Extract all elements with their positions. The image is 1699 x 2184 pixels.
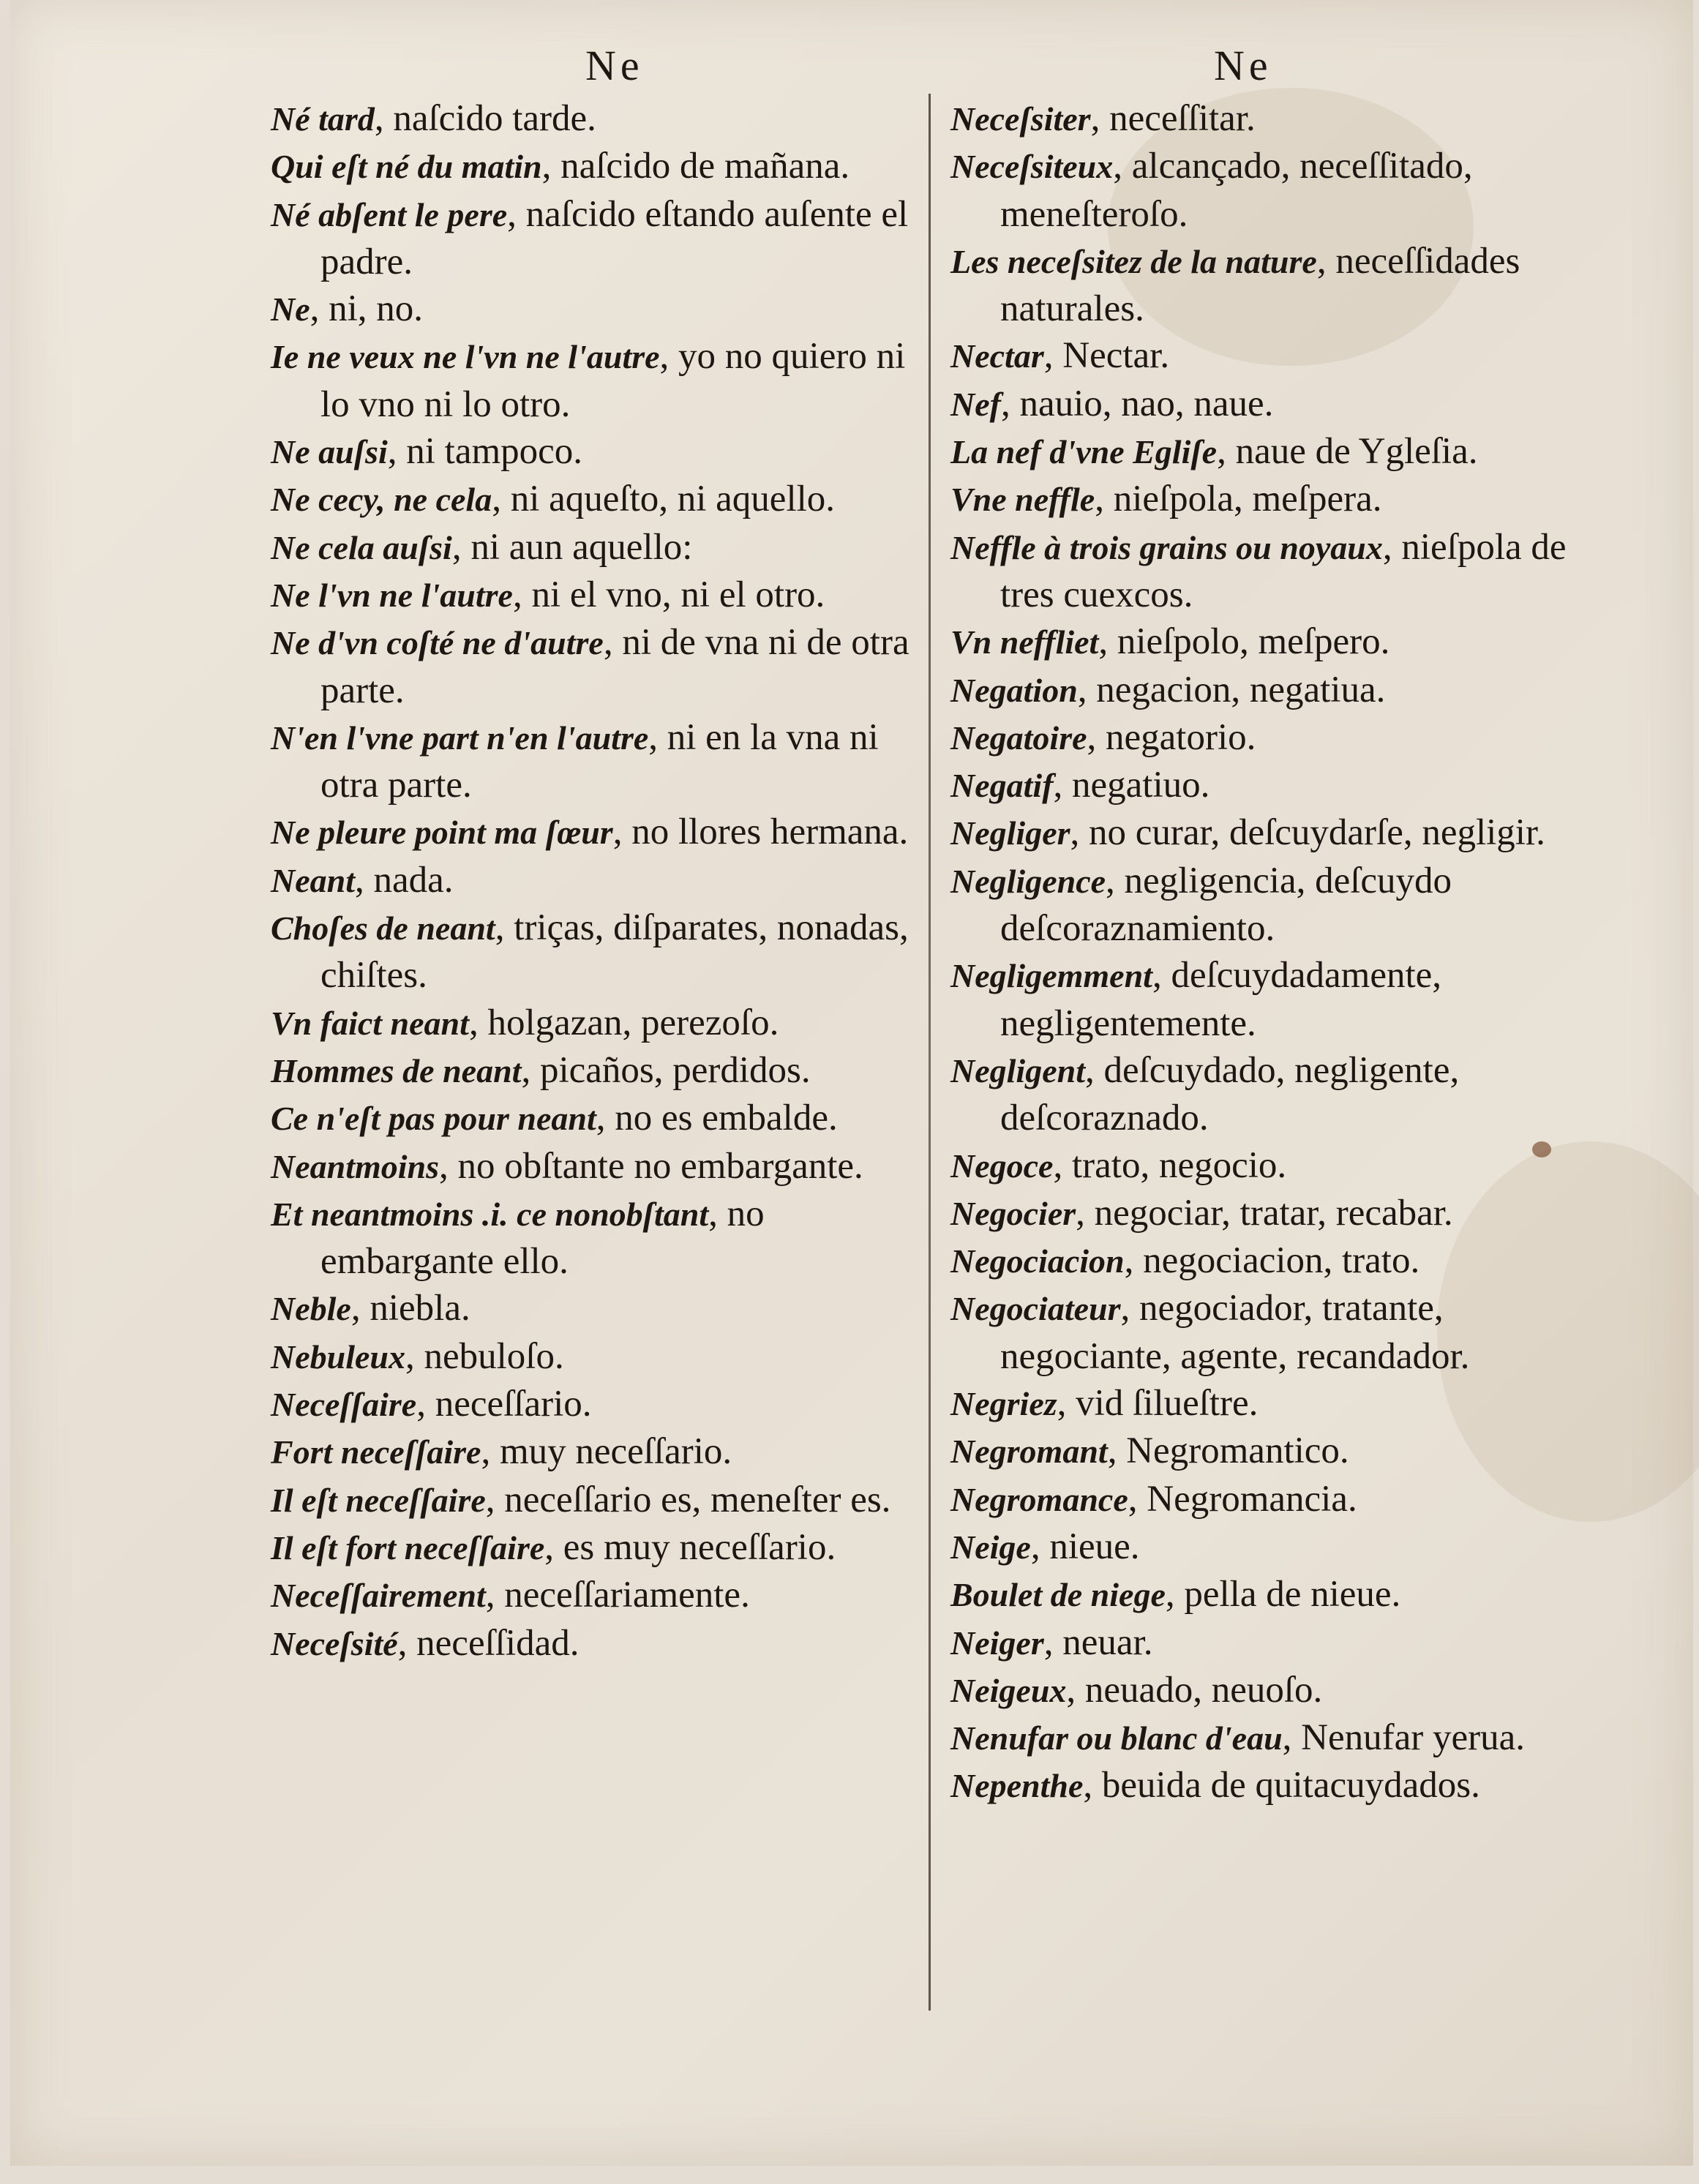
entry-headword: Il eſt neceſſaire [271,1481,486,1519]
entry-translation: , neceſſariamente. [485,1575,750,1616]
dictionary-entry [271,1428,922,1476]
entry-translation: , negacion, negatiua. [1077,669,1386,710]
dictionary-entry [271,714,922,809]
entry-translation: , ni, no. [310,288,424,330]
dictionary-entry [950,858,1609,953]
entry-headword: Neant [271,861,355,899]
dictionary-entry [950,1523,1609,1571]
dictionary-entry [950,1380,1609,1427]
entry-translation: , neuar. [1043,1621,1153,1663]
dictionary-entry [950,143,1609,238]
entry-translation: , pella de nieue. [1165,1574,1401,1616]
entry-headword: Les neceſsitez de la nature [950,242,1317,280]
entry-headword: Nepenthe [950,1767,1084,1805]
dictionary-entry [271,857,922,904]
entry-headword: Neble [271,1290,351,1328]
dictionary-entry [271,476,922,523]
dictionary-entry [950,762,1609,809]
entry-translation: , nieſpola de tres cuexcos. [1000,526,1567,615]
entry-translation: , alcançado, neceſſitado, meneſteroſo. [1000,146,1473,235]
entry-translation: , triças, diſparates, nonadas, chiſtes. [320,907,909,997]
entry-headword: Negromant [950,1433,1108,1471]
entry-translation: , naſcido eſtando auſente el padre. [320,193,909,282]
entry-translation: , nieſpola, meſpera. [1095,479,1382,520]
entry-translation: , Nectar. [1043,335,1170,377]
entry-translation: , negociar, tratar, recabar. [1076,1192,1453,1234]
entry-headword: Neceſſairement [271,1577,486,1615]
entry-headword: Hommes de neant [271,1051,522,1089]
entry-headword: Ie ne veux ne l'vn ne l'autre [271,338,660,376]
book-page [10,0,1693,2166]
left-entries [271,95,922,1667]
dictionary-entry [271,904,922,999]
dictionary-entry [271,1047,922,1095]
dictionary-entry [271,1095,922,1142]
entry-translation: , neceſſidades naturales. [1000,240,1520,330]
entry-translation: , nieue. [1030,1526,1140,1567]
dictionary-entry [271,999,922,1047]
dictionary-entry [950,1142,1609,1190]
entry-headword: Il eſt fort neceſſaire [271,1528,545,1566]
entry-translation: , naue de Ygleſia. [1217,431,1478,473]
entry-translation: , neceſſario es, meneſter es. [485,1479,891,1520]
dictionary-entry [271,428,922,476]
entry-headword: Ne d'vn coſté ne d'autre [271,624,604,662]
entry-translation: , negatorio. [1087,716,1256,758]
dictionary-entry [271,143,922,190]
dictionary-entry [950,1190,1609,1237]
entry-headword: Ne [271,290,310,329]
entry-headword: Né abſent le pere [271,195,508,233]
entry-translation: , ni aun aquello: [451,526,693,568]
entry-translation: , neceſſario. [416,1384,592,1425]
entry-translation: , picaños, perdidos. [521,1049,811,1091]
entry-headword: Nectar [950,337,1044,375]
entry-headword: Negligemment [950,957,1152,995]
dictionary-entry [271,619,922,714]
entry-translation: , naſcido de mañana. [541,146,850,187]
entry-translation: , nieſpolo, meſpero. [1098,621,1390,663]
entry-headword: Negation [950,671,1078,709]
entry-translation: , holgazan, perezoſo. [468,1002,779,1043]
dictionary-entry [950,524,1609,619]
dictionary-entry [950,238,1609,333]
entry-translation: , Negromancia. [1128,1478,1357,1520]
right-column [950,37,1609,1810]
dictionary-entry [271,1381,922,1428]
entry-translation: , Negromantico. [1107,1430,1349,1472]
dictionary-entry [950,332,1609,380]
entry-headword: Et neantmoins .i. ce nonobſtant [271,1195,709,1233]
entry-translation: , ni aqueſto, ni aquello. [492,479,836,520]
right-entries [950,95,1609,1810]
dictionary-entry [950,1619,1609,1667]
entry-headword: Vn neffliet [950,623,1099,661]
dictionary-entry [950,1714,1609,1762]
entry-translation: , deſcuydado, negligente, deſcoraznado. [1000,1049,1460,1139]
dictionary-entry [271,1572,922,1619]
entry-translation: , negociacion, trato. [1124,1240,1420,1282]
dictionary-entry [271,808,922,856]
dictionary-entry [271,1620,922,1667]
dictionary-entry [950,1047,1609,1142]
entry-translation: , neceſſitar. [1090,98,1256,139]
entry-translation: , no curar, deſcuydarſe, negligir. [1070,812,1545,854]
entry-translation: , no es embalde. [596,1097,838,1139]
entry-headword: Neffle à trois grains ou noyaux [950,528,1383,566]
entry-translation: , naſcido tarde. [374,98,596,139]
entry-headword: Negliger [950,814,1070,852]
entry-headword: Boulet de niege [950,1576,1166,1614]
entry-headword: Choſes de neant [271,909,495,947]
left-column [271,37,922,1667]
entry-translation: , no llores hermana. [612,811,909,853]
entry-headword: Vne neffle [950,481,1095,519]
entry-translation: , trato, negocio. [1053,1144,1287,1186]
entry-translation: , Nenufar yerua. [1282,1717,1525,1759]
entry-translation: , ni el vno, ni el otro. [512,574,825,615]
dictionary-entry [271,1524,922,1572]
entry-headword: Negligence [950,862,1106,900]
entry-headword: Nenufar ou blanc d'eau [950,1719,1283,1757]
dictionary-entry [271,1476,922,1524]
entry-translation: , no embargante ello. [320,1193,765,1283]
entry-headword: Negromance [950,1480,1128,1518]
dictionary-entry [950,476,1609,523]
entry-headword: Neantmoins [271,1147,440,1185]
dictionary-entry [950,95,1609,143]
entry-headword: Neceſsiteux [950,148,1114,186]
dictionary-entry [950,1762,1609,1809]
dictionary-entry [271,1143,922,1190]
entry-translation: , deſcuydadamente, negligentemente. [1000,955,1442,1044]
entry-headword: Neigeux [950,1671,1067,1709]
entry-headword: Vn faict neant [271,1004,469,1042]
dictionary-entry [950,1237,1609,1285]
entry-headword: Nef [950,385,1001,423]
dictionary-entry [271,1285,922,1332]
entry-headword: Negoce [950,1147,1054,1185]
left-running-head: Ne [585,42,644,89]
entry-translation: , negatiuo. [1053,765,1210,806]
entry-headword: Negligent [950,1051,1085,1089]
entry-headword: Negociateur [950,1290,1121,1328]
entry-translation: , vid ſilueſtre. [1057,1383,1259,1425]
entry-translation: , yo no quiero ni lo vno ni lo otro. [320,336,906,425]
entry-headword: Ce n'eſt pas pour neant [271,1100,596,1138]
entry-translation: , negociador, tratante, negociante, agente, recandador. [1000,1288,1470,1377]
entry-headword: Neceſsiter [950,100,1091,138]
entry-translation: , nebuloſo. [405,1335,564,1377]
entry-headword: La nef d'vne Egliſe [950,433,1218,471]
entry-headword: Qui eſt né du matin [271,148,542,186]
entry-translation: , niebla. [350,1288,470,1329]
dictionary-entry [950,809,1609,857]
entry-headword: Negriez [950,1385,1057,1423]
entry-headword: Ne cela auſsi [271,528,452,566]
dictionary-entry [950,1285,1609,1380]
entry-headword: Ne pleure point ma ſœur [271,814,613,852]
entry-translation: , negligencia, deſcuydo deſcoraznamiento. [1000,860,1452,950]
dictionary-entry [950,667,1609,714]
dictionary-entry [271,571,922,619]
entry-headword: Ne l'vn ne l'autre [271,576,513,614]
entry-headword: Neiger [950,1624,1044,1662]
entry-headword: Negociacion [950,1242,1125,1280]
entry-translation: , es muy neceſſario. [544,1526,836,1568]
entry-headword: Negatoire [950,718,1087,757]
dictionary-entry [271,333,922,428]
dictionary-entry [271,191,922,286]
dictionary-entry [950,618,1609,666]
entry-translation: , beuida de quitacuydados. [1083,1765,1480,1806]
entry-translation: , muy neceſſario. [481,1431,732,1473]
dictionary-entry [950,952,1609,1047]
dictionary-entry [271,1190,922,1286]
entry-headword: Ne cecy, ne cela [271,481,492,519]
dictionary-entry [271,95,922,143]
entry-headword: Ne auſsi [271,433,388,471]
entry-translation: , neceſſidad. [397,1622,580,1664]
entry-headword: N'en l'vne part n'en l'autre [271,718,649,757]
dictionary-entry [950,1427,1609,1475]
dictionary-entry [950,1667,1609,1714]
dictionary-entry [950,1476,1609,1523]
dictionary-entry [950,380,1609,428]
entry-translation: , ni en la vna ni otra parte. [320,716,879,806]
entry-translation: , ni de vna ni de otra parte. [320,622,909,711]
entry-translation: , nada. [355,859,454,901]
dictionary-entry [950,714,1609,762]
entry-headword: Né tard [271,100,375,138]
entry-headword: Neceſsité [271,1624,398,1662]
dictionary-entry [271,1333,922,1381]
entry-translation: , nauio, nao, naue. [1000,383,1274,424]
entry-translation: , ni tampoco. [387,431,583,473]
entry-headword: Negocier [950,1194,1076,1232]
dictionary-entry [950,1571,1609,1618]
entry-translation: , neuado, neuoſo. [1066,1669,1323,1711]
right-running-head: Ne [1214,42,1272,89]
entry-translation: , no obſtante no embargante. [439,1145,863,1187]
entry-headword: Neige [950,1528,1031,1566]
entry-headword: Neceſſaire [271,1386,417,1424]
dictionary-entry [271,524,922,571]
column-divider [929,94,931,2011]
dictionary-entry [271,285,922,333]
entry-headword: Fort neceſſaire [271,1433,481,1471]
entry-headword: Nebuleux [271,1337,405,1376]
dictionary-entry [950,428,1609,476]
entry-headword: Negatif [950,767,1054,805]
